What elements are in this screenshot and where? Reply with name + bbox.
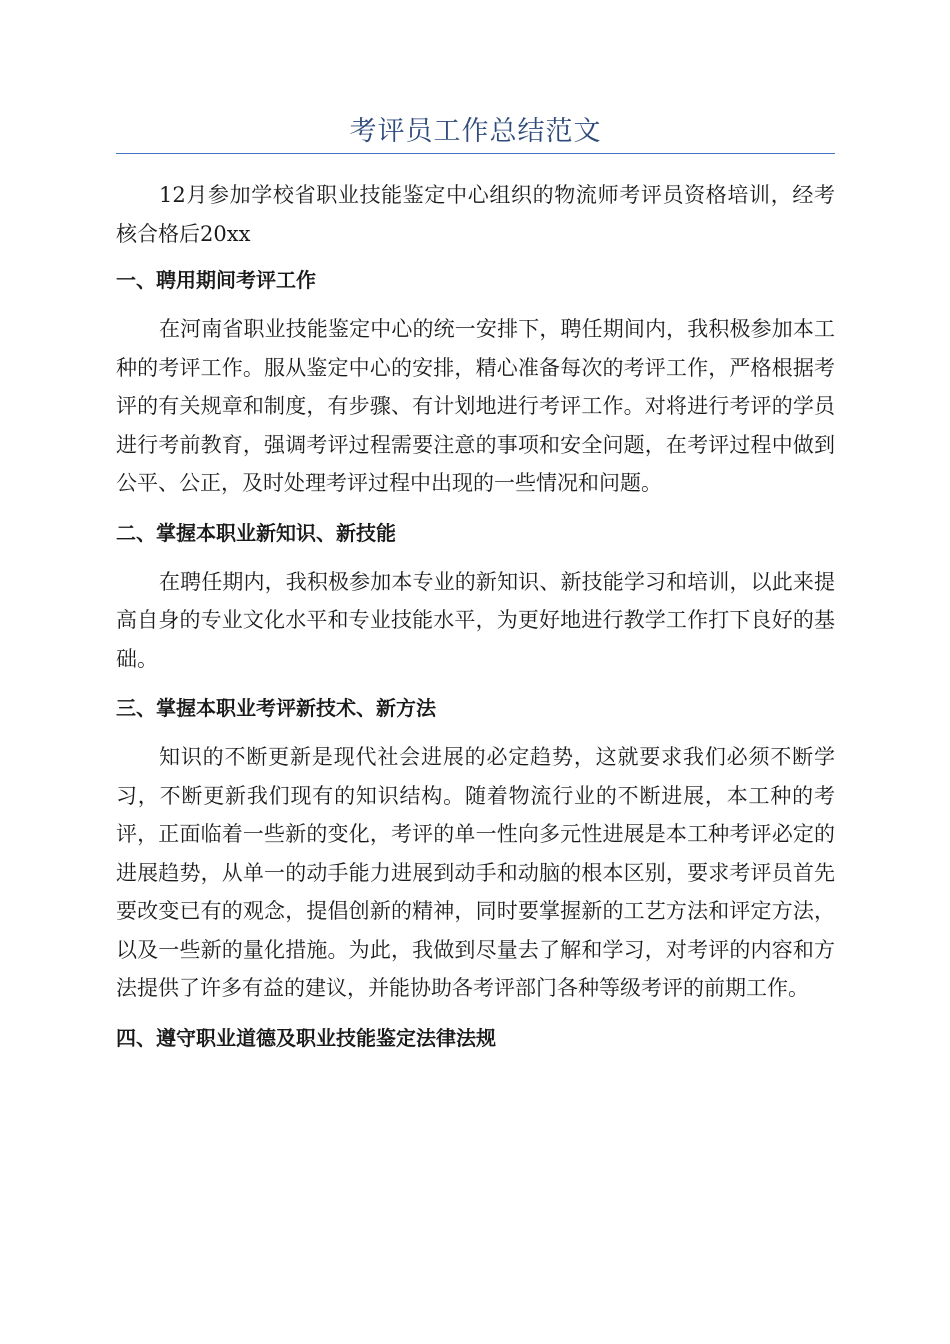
section-heading-2: 二、掌握本职业新知识、新技能 <box>116 520 396 545</box>
section-heading-3: 三、掌握本职业考评新技术、新方法 <box>116 696 436 720</box>
section-body-2: 在聘任期内，我积极参加本专业的新知识、新技能学习和培训，以此来提高自身的专业文化水平和专业技能水平，为更好地进行教学工作打下良好的基础。 <box>116 569 835 671</box>
section-heading-1: 一、聘用期间考评工作 <box>116 268 316 292</box>
intro-paragraph: 12月参加学校省职业技能鉴定中心组织的物流师考评员资格培训，经考核合格后20xx <box>116 183 835 246</box>
section-heading-4: 四、遵守职业道德及职业技能鉴定法律法规 <box>116 1025 496 1050</box>
section-body-1: 在河南省职业技能鉴定中心的统一安排下，聘任期间内，我积极参加本工种的考评工作。服从鉴定中心的安排，精心准备每次的考评工作，严格根据考评的有关规章和制度，有步骤、有计划地进行考评工作。对将进行考评的学员进行考前教育，强调考评过程需要注意的事项和安全问题，在考评过程中做到公平、公正，及时处理考评过程中出现的一些情况和问题。 <box>116 317 835 495</box>
section-body-3: 知识的不断更新是现代社会进展的必定趋势，这就要求我们必须不断学习，不断更新我们现有的知识结构。随着物流行业的不断进展，本工种的考评，正面临着一些新的变化，考评的单一性向多元性进展是本工种考评必定的进展趋势，从单一的动手能力进展到动手和动脑的根本区别，要求考评员首先要改变已有的观念，提倡创新的精神，同时要掌握新的工艺方法和评定方法，以及一些新的量化措施。为此，我做到尽量去了解和学习，对考评的内容和方法提供了许多有益的建议，并能协助各考评部门各种等级考评的前期工作。 <box>116 745 835 1000</box>
document-title: 考评员工作总结范文 <box>349 116 602 147</box>
title-underline <box>116 153 835 154</box>
document-body <box>116 176 835 1057</box>
